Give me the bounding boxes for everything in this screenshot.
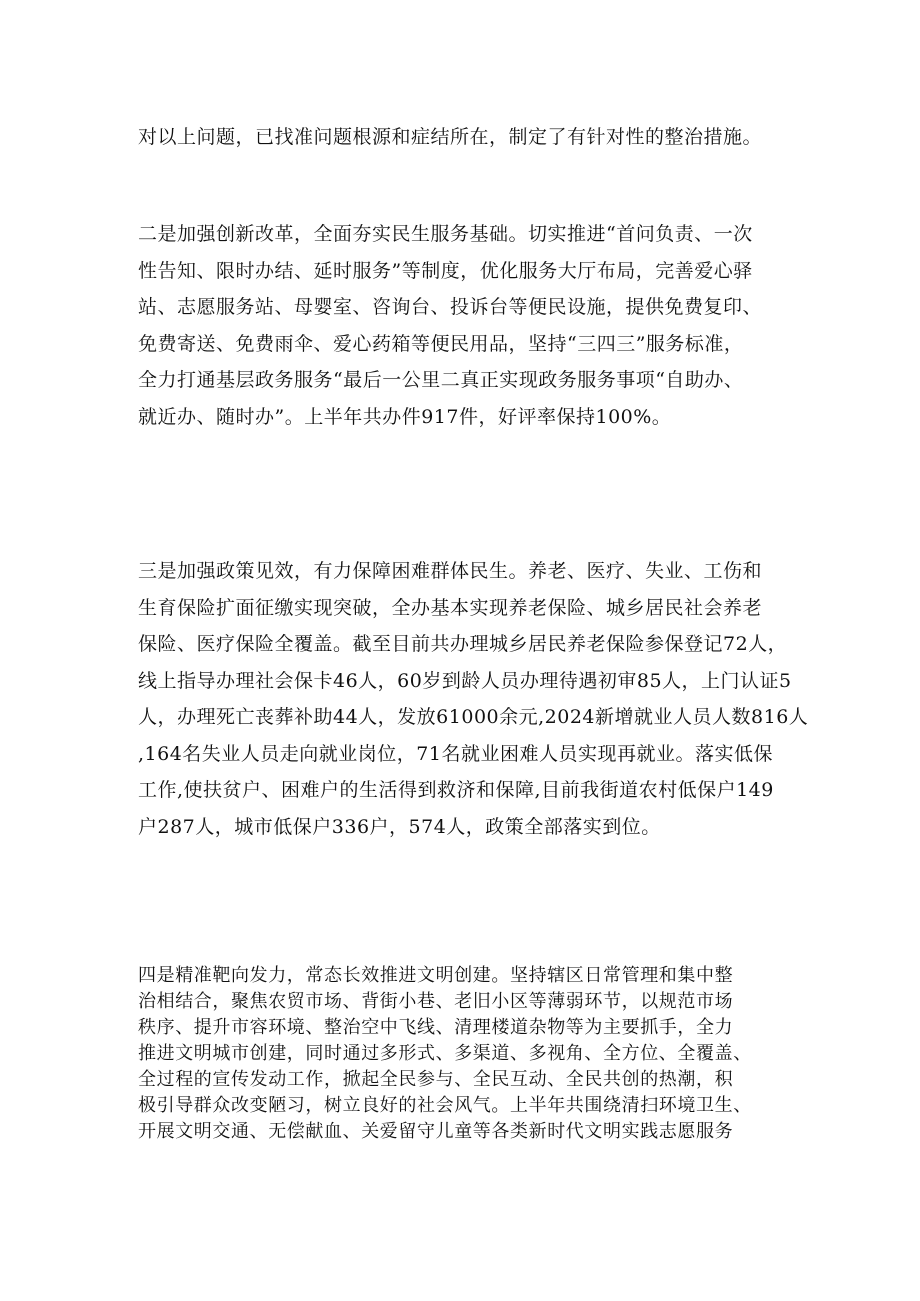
text-line: 对以上问题，已找准问题根源和症结所在，制定了有针对性的整治措施。: [138, 126, 763, 148]
text-line: 生育保险扩面征缴实现突破，全办基本实现养老保险、城乡居民社会养老: [138, 596, 763, 619]
text-line: 站、志愿服务站、母婴室、咨询台、投诉台等便民设施，提供免费复印、: [138, 296, 763, 318]
text-line: 工作,使扶贫户、困难户的生活得到救济和保障,目前我街道农村低保户149: [138, 779, 774, 801]
text-line: 四是精准靶向发力，常态长效推进文明创建。坚持辖区日常管理和集中整: [138, 965, 734, 986]
text-line: 人，办理死亡丧葬补助44人，发放61000余元,2024新增就业人员人数816人: [138, 706, 809, 728]
text-line: 就近办、随时办”。上半年共办件917件，好评率保持100%。: [138, 405, 672, 428]
text-line: 全过程的宣传发动工作，掀起全民参与、全民互动、全民共创的热潮，积: [138, 1069, 734, 1090]
text-line: 秩序、提升市容环境、整治空中飞线、清理楼道杂物等为主要抓手，全力: [138, 1017, 734, 1038]
text-line: 开展文明交通、无偿献血、关爱留守儿童等各类新时代文明实践志愿服务: [138, 1121, 734, 1142]
text-line: 免费寄送、免费雨伞、爱心药箱等便民用品，坚持“三四三”服务标准，: [138, 332, 744, 355]
text-line: ,164名失业人员走向就业岗位，71名就业困难人员实现再就业。落实低保: [138, 742, 773, 765]
text-line: 治相结合，聚焦农贸市场、背街小巷、老旧小区等薄弱环节，以规范市场: [138, 991, 734, 1012]
text-line: 线上指导办理社会保卡46人，60岁到龄人员办理待遇初审85人，上门认证5: [138, 669, 792, 692]
paragraph-civilization-creation: [138, 963, 798, 1145]
text-line: 三是加强政策见效，有力保障困难群体民生。养老、医疗、失业、工伤和: [138, 560, 763, 582]
text-line: 推进文明城市创建，同时通过多形式、多渠道、多视角、全方位、全覆盖、: [138, 1043, 752, 1064]
paragraph-problem-summary: [138, 122, 798, 152]
text-line: 户287人，城市低保户336户，574人，政策全部落实到位。: [138, 815, 661, 838]
text-line: 保险、医疗保险全覆盖。截至目前共办理城乡居民养老保险参保登记72人，: [138, 633, 788, 655]
text-line: 二是加强创新改革，全面夯实民生服务基础。切实推进“首问负责、一次: [138, 223, 753, 245]
paragraph-policy-effect: [138, 553, 809, 845]
text-line: 极引导群众改变陋习，树立良好的社会风气。上半年共围绕清扫环境卫生、: [138, 1095, 752, 1116]
paragraph-innovation-reform: [138, 216, 798, 435]
text-line: 全力打通基层政务服务“最后一公里二真正实现政务服务事项“自助办、: [138, 369, 744, 391]
text-line: 性告知、限时办结、延时服务”等制度，优化服务大厅布局，完善爱心驿: [138, 259, 753, 282]
